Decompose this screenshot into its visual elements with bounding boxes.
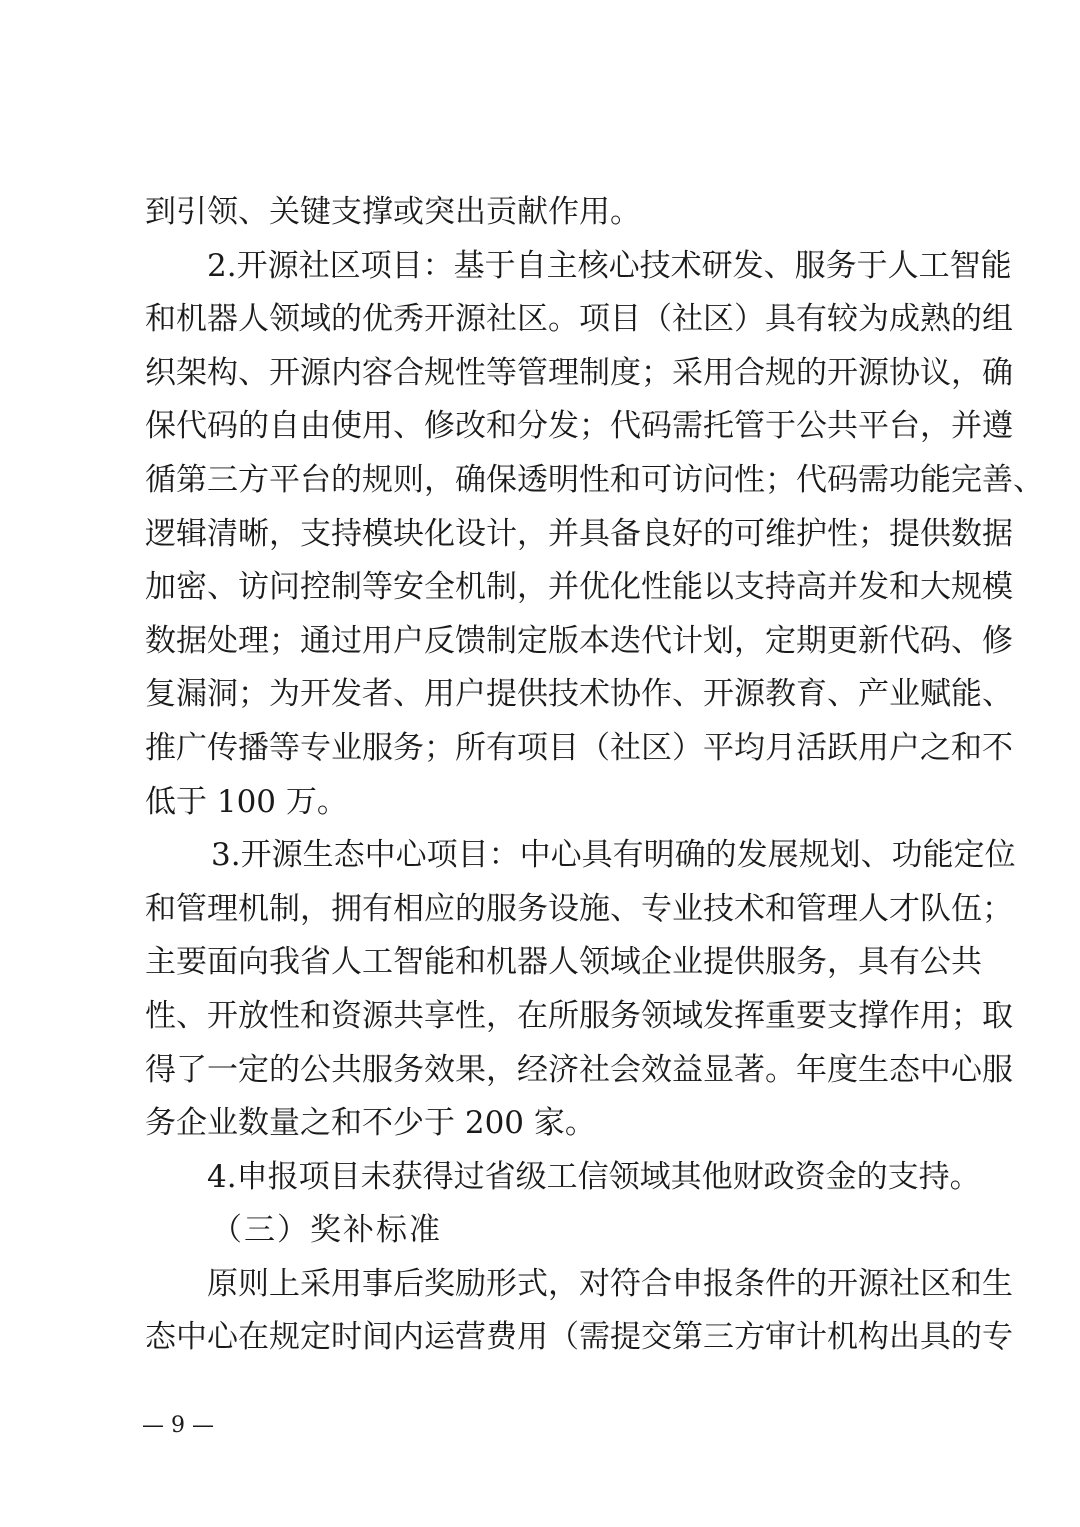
- paragraph-line: 推广传播等专业服务；所有项目（社区）平均月活跃用户之和不: [145, 729, 1013, 766]
- page-number: — 9 —: [142, 1413, 214, 1438]
- paragraph-line: 主要面向我省人工智能和机器人领域企业提供服务，具有公共: [145, 944, 982, 981]
- paragraph-line: 到引领、关键支撑或突出贡献作用。: [145, 194, 641, 230]
- paragraph-line: 4.申报项目未获得过省级工信领域其他财政资金的支持。: [207, 1158, 981, 1195]
- paragraph-line: 2.开源社区项目：基于自主核心技术研发、服务于人工智能: [207, 247, 1012, 284]
- body-text: [145, 186, 1044, 1365]
- paragraph-line: 和机器人领域的优秀开源社区。项目（社区）具有较为成熟的组: [145, 301, 1013, 338]
- paragraph-line: 保代码的自由使用、修改和分发；代码需托管于公共平台，并遵: [145, 408, 1013, 445]
- paragraph-line: 性、开放性和资源共享性，在所服务领域发挥重要支撑作用；取: [145, 997, 1013, 1034]
- paragraph-line: 织架构、开源内容合规性等管理制度；采用合规的开源协议，确: [145, 354, 1013, 391]
- paragraph-line: 得了一定的公共服务效果，经济社会效益显著。年度生态中心服: [145, 1051, 1013, 1088]
- paragraph-line: 态中心在规定时间内运营费用（需提交第三方审计机构出具的专: [145, 1319, 1013, 1356]
- paragraph-line: 逻辑清晰，支持模块化设计，并具备良好的可维护性；提供数据: [145, 515, 1013, 552]
- paragraph-line: 复漏洞；为开发者、用户提供技术协作、开源教育、产业赋能、: [145, 676, 1013, 713]
- paragraph-line: 循第三方平台的规则，确保透明性和可访问性；代码需功能完善、: [145, 461, 1044, 498]
- paragraph-line: 低于 100 万。: [145, 783, 348, 820]
- paragraph-line: 务企业数量之和不少于 200 家。: [145, 1105, 596, 1142]
- section-heading: （三）奖补标准: [211, 1212, 442, 1249]
- paragraph-line: 3.开源生态中心项目：中心具有明确的发展规划、功能定位: [211, 837, 1016, 874]
- paragraph-line: 数据处理；通过用户反馈制定版本迭代计划，定期更新代码、修: [145, 622, 1013, 659]
- paragraph-line: 和管理机制，拥有相应的服务设施、专业技术和管理人才队伍；: [145, 890, 1013, 927]
- paragraph-line: 加密、访问控制等安全机制，并优化性能以支持高并发和大规模: [145, 569, 1013, 606]
- paragraph-line: 原则上采用事后奖励形式，对符合申报条件的开源社区和生: [207, 1265, 1013, 1302]
